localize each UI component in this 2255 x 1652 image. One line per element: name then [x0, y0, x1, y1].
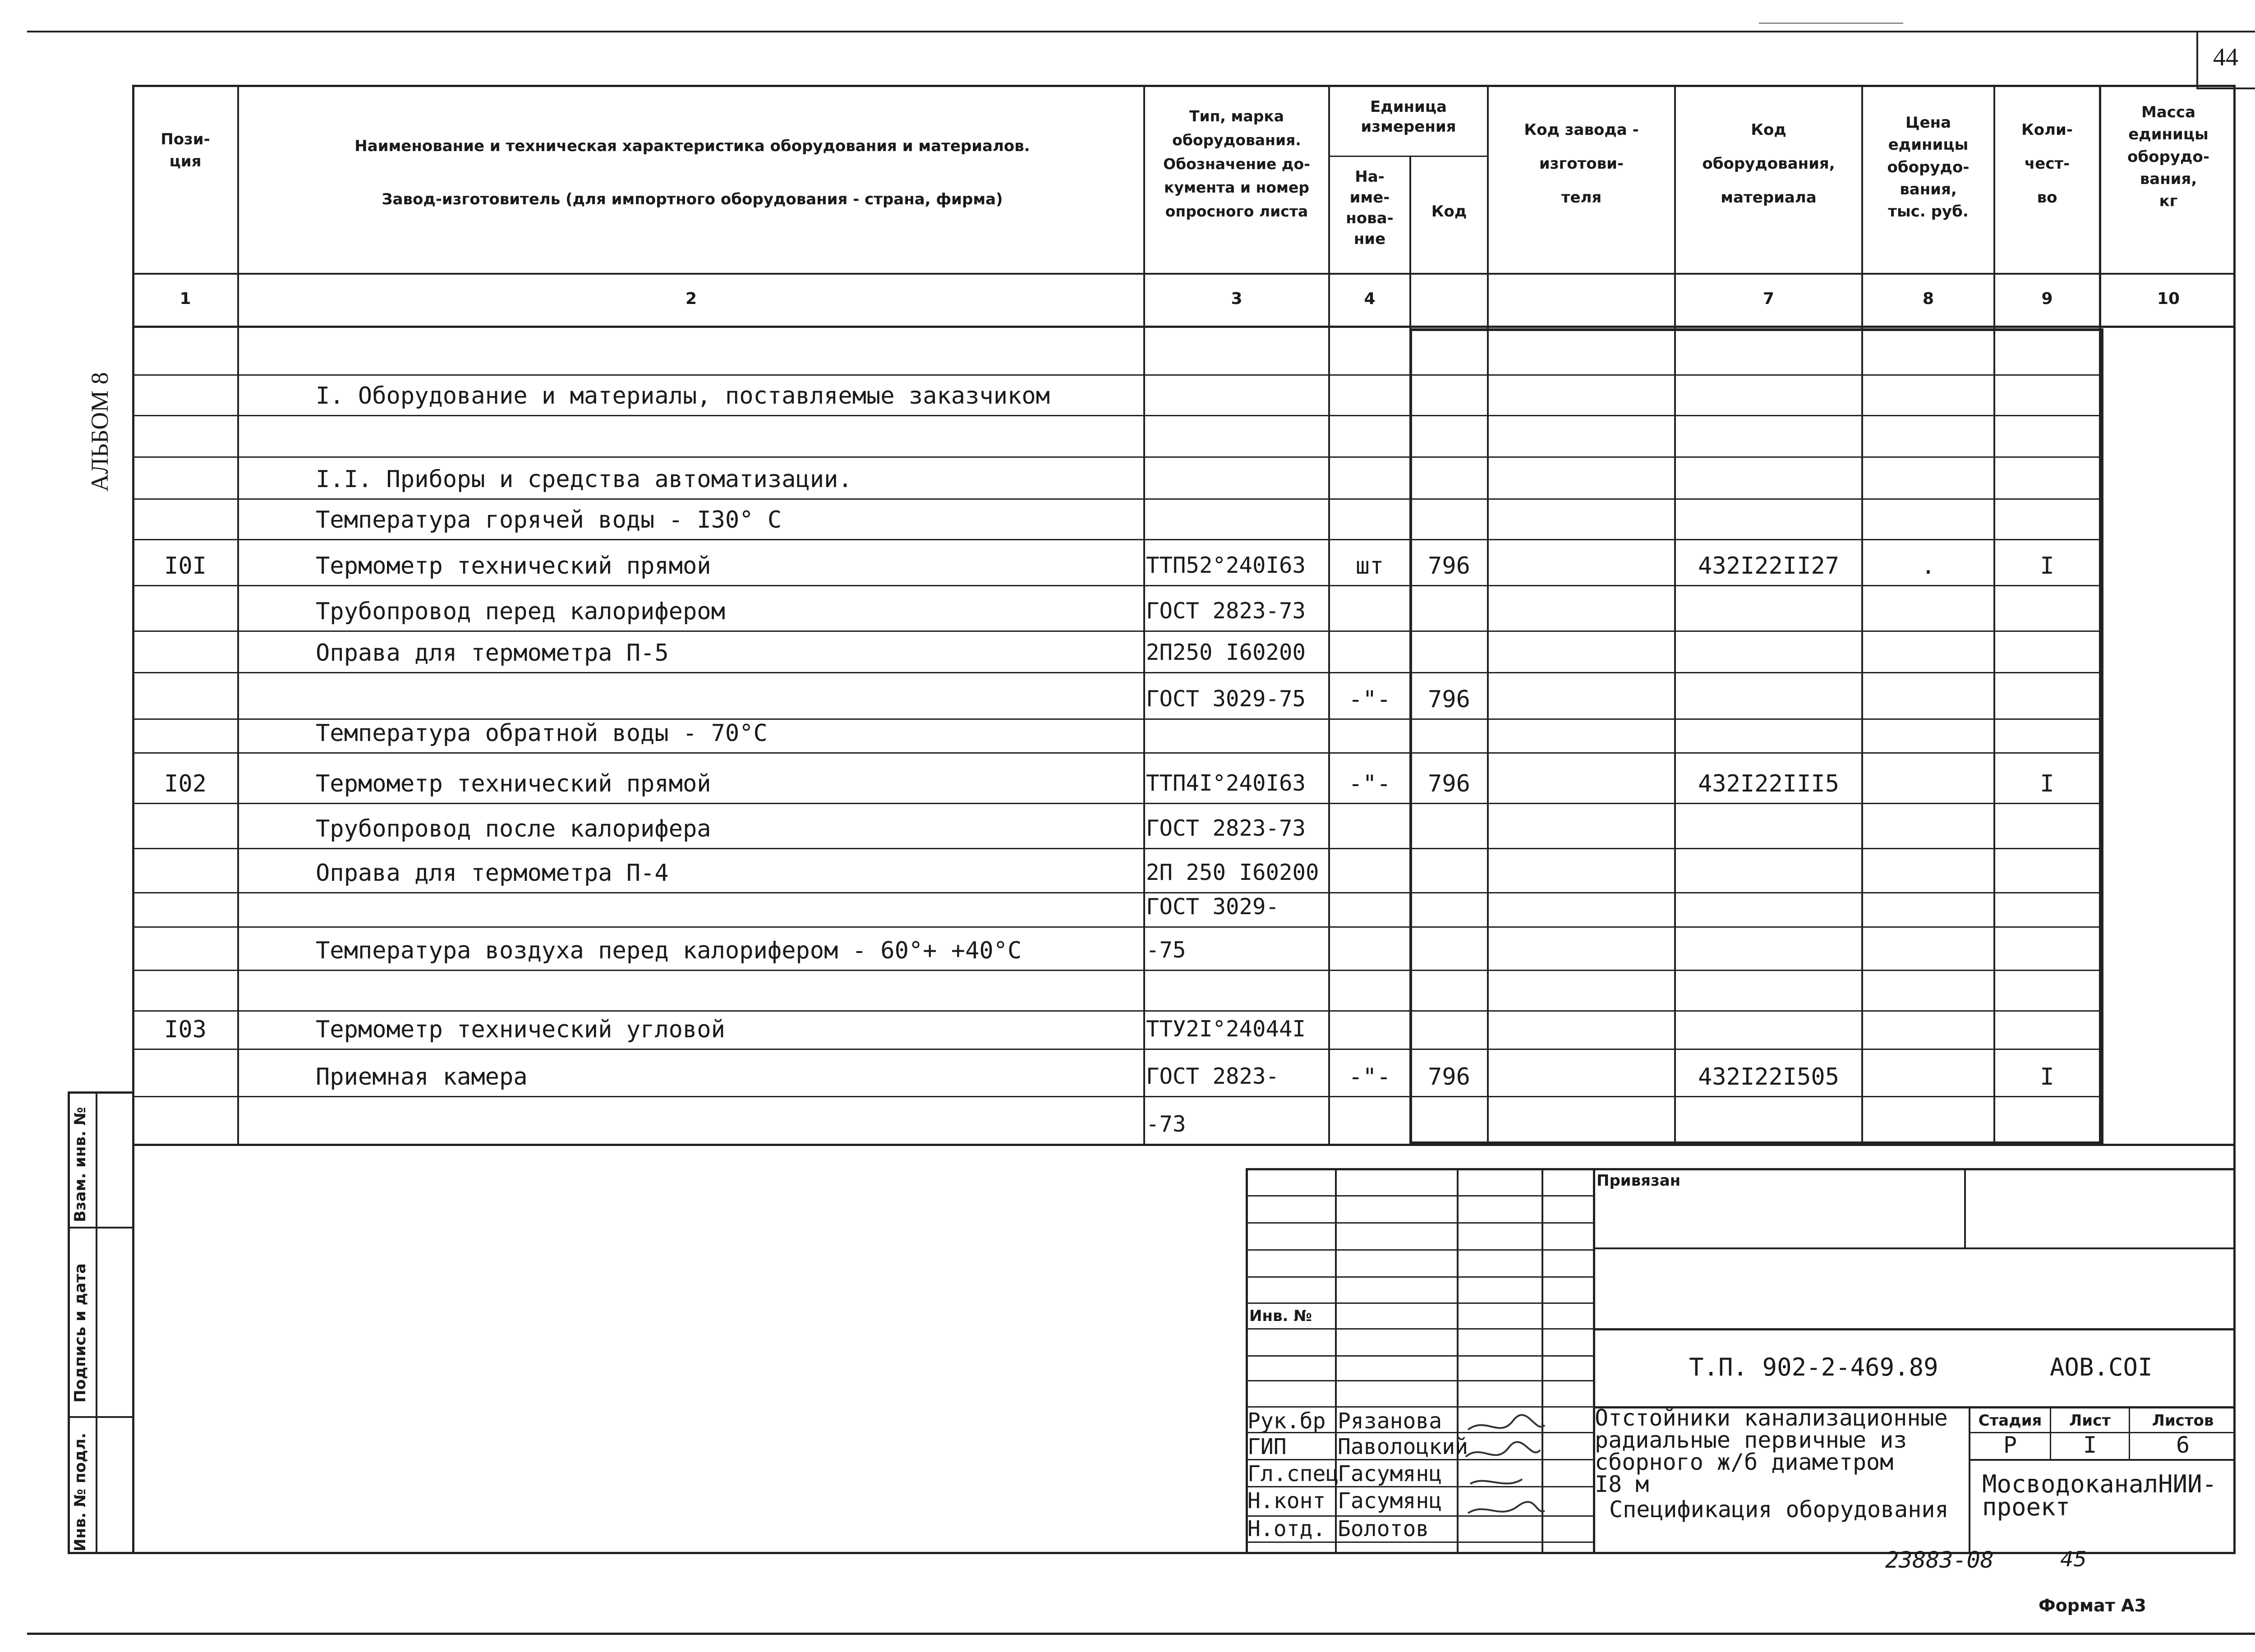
tb-role: Н.отд. — [1247, 1516, 1326, 1542]
tb-stage-label: Стадия — [1978, 1412, 2042, 1430]
bottom-border-line — [27, 1633, 2255, 1635]
cell-name: Трубопровод перед калорифером — [316, 598, 725, 625]
header-position: Пози- ция — [161, 130, 210, 171]
header-unit-code: Код — [1431, 202, 1467, 221]
sheet-number: 44 — [2213, 43, 2238, 71]
data-inner-box — [1409, 328, 2103, 1144]
table-row-line — [132, 539, 2103, 540]
tb-role: Н.конт — [1247, 1488, 1326, 1514]
table-row-line — [132, 926, 2103, 928]
header-type: Тип, марка оборудования. Обозначение до- кумента и номер опросного листа — [1163, 107, 1310, 221]
cell-pos: I02 — [164, 770, 207, 797]
table-row-line — [132, 848, 2103, 849]
header-unit-name: На- име- нова- ние — [1346, 168, 1394, 248]
cell-name: Температура обратной воды - 70°С — [316, 720, 768, 747]
tb-sheet-label: Лист — [2069, 1412, 2111, 1430]
cell-type: ГОСТ 2823- — [1146, 1063, 1279, 1089]
format-label: Формат А3 — [2039, 1596, 2146, 1615]
cell-code: 796 — [1428, 770, 1470, 797]
tb-role: Рук.бр — [1247, 1408, 1326, 1434]
side-stamp-podpis: Подпись и дата — [71, 1263, 89, 1403]
side-stamp-line-2 — [68, 1416, 132, 1418]
tb-inv-no-label: Инв. № — [1249, 1307, 1312, 1325]
cell-name: Термометр технический угловой — [316, 1016, 725, 1043]
tb-left-row-line — [1246, 1355, 1595, 1357]
cell-code: 796 — [1428, 686, 1470, 713]
cell-unit: -"- — [1348, 770, 1391, 797]
col-number-4: 4 — [1364, 290, 1376, 308]
cell-pos: I0I — [164, 552, 207, 580]
cell-type: ГОСТ 3029-75 — [1146, 686, 1306, 712]
col-line-1 — [237, 85, 239, 1146]
tb-left-row-line — [1246, 1302, 1595, 1304]
tb-doc-code: АОВ.СОI — [2050, 1353, 2153, 1381]
cell-equip-code: 432I22II27 — [1698, 552, 1840, 580]
cell-name: Температура горячей воды - I30° С — [316, 506, 782, 534]
tb-left-row-line — [1246, 1249, 1595, 1251]
album-label: АЛЬБОМ 8 — [86, 372, 113, 492]
cell-type: ГОСТ 3029- — [1146, 894, 1279, 920]
tb-role: Гл.спец — [1247, 1461, 1339, 1486]
table-row-line — [132, 630, 2103, 632]
tb-left-row-line — [1246, 1222, 1595, 1224]
side-stamp-inv-podl: Инв. № подл. — [71, 1432, 89, 1551]
top-border-line — [27, 31, 2255, 32]
cell-qty: I — [2040, 552, 2054, 580]
tb-name: Рязанова — [1338, 1408, 1442, 1434]
tb-left-row-line — [1246, 1406, 1595, 1408]
cell-type: ГОСТ 2823-73 — [1146, 815, 1306, 841]
cell-name: Оправа для термометра П-4 — [316, 860, 669, 887]
cell-pos: I03 — [164, 1016, 207, 1043]
table-row-line — [132, 752, 2103, 754]
tb-name: Гасумянц — [1338, 1461, 1442, 1486]
tb-privyazan-label: Привязан — [1597, 1172, 1681, 1190]
number-row-bottom-line — [132, 326, 2236, 328]
tb-spec-title: Спецификация оборудования — [1609, 1496, 1949, 1523]
side-stamp-divider — [96, 1091, 97, 1554]
cell-name: Трубопровод после калорифера — [316, 815, 711, 842]
tb-privyazan-bottom — [1593, 1247, 2236, 1249]
tb-organization: МосводоканалНИИ- проект — [1982, 1470, 2217, 1522]
cell-type: ТТП4I°240I63 — [1146, 770, 1306, 796]
tb-stage-value: Р — [2003, 1432, 2017, 1458]
cell-equip-code: 432I22I505 — [1698, 1063, 1840, 1091]
cell-unit: -"- — [1348, 1063, 1391, 1091]
data-bottom-line — [132, 1144, 2236, 1146]
cell-type: ГОСТ 2823-73 — [1146, 598, 1306, 624]
tb-left-row-line — [1246, 1328, 1595, 1330]
tb-left-row-line — [1246, 1276, 1595, 1278]
tb-left-row-line — [1246, 1380, 1595, 1381]
table-row-line — [132, 1049, 2103, 1050]
tb-description: Отстойники канализационные радиальные первичные из сборного ж/б диаметром I8 м — [1595, 1405, 1948, 1497]
cell-price: . — [1921, 552, 1936, 580]
cell-name: Термометр технический прямой — [316, 552, 711, 580]
col-number-1: 1 — [179, 290, 191, 308]
table-row-line — [132, 498, 2103, 500]
header-equipment-code: Код оборудования, материала — [1702, 121, 1835, 207]
header-mass: Масса единицы оборудо- вания, кг — [2127, 103, 2209, 211]
handwritten-number: 23883-08 — [1885, 1547, 1994, 1573]
cell-code: 796 — [1428, 552, 1470, 580]
header-unit-group: Единица измерения — [1361, 98, 1456, 136]
tb-doc-number: Т.П. 902-2-469.89 — [1689, 1353, 1938, 1381]
cell-name: Температура воздуха перед калорифером - 60°+ +40°С — [316, 937, 1022, 964]
tb-role: ГИП — [1247, 1434, 1287, 1459]
side-stamp-line-1 — [68, 1227, 132, 1229]
tb-v1 — [1335, 1168, 1337, 1554]
table-row-line — [132, 892, 2103, 893]
cell-type: -73 — [1146, 1111, 1186, 1137]
col-number-9: 9 — [2041, 290, 2053, 308]
table-row-line — [132, 970, 2103, 971]
cell-equip-code: 432I22III5 — [1698, 770, 1840, 797]
tb-name: Гасумянц — [1338, 1488, 1442, 1514]
handwritten-page: 45 — [2060, 1547, 2087, 1571]
tb-docnum-top — [1593, 1328, 2236, 1330]
table-row-line — [132, 415, 2103, 416]
cell-qty: I — [2040, 770, 2054, 797]
tb-sheets-label: Листов — [2152, 1412, 2214, 1430]
col-number-2: 2 — [685, 290, 697, 308]
tb-privyazan-divider — [1964, 1168, 1966, 1248]
table-row-line — [132, 374, 2103, 376]
tb-sheet-value: I — [2083, 1432, 2097, 1458]
table-row-line — [132, 1010, 2103, 1012]
tb-stage-row2 — [1969, 1459, 2236, 1461]
cell-name: Оправа для термометра П-5 — [316, 640, 669, 667]
col-number-10: 10 — [2157, 290, 2180, 308]
cell-name: Термометр технический прямой — [316, 770, 711, 797]
cell-type: 2П 250 I60200 — [1146, 860, 1319, 885]
tb-v2 — [1457, 1168, 1459, 1554]
cell-qty: I — [2040, 1063, 2054, 1091]
col-number-3: 3 — [1231, 290, 1243, 308]
cell-name: I. Оборудование и материалы, поставляемые заказчиком — [316, 382, 1050, 410]
cell-type: -75 — [1146, 937, 1186, 963]
col-line-2 — [1143, 85, 1145, 1146]
table-row-line — [132, 456, 2103, 458]
signature-strokes — [1459, 1412, 1549, 1556]
header-bottom-line — [132, 273, 2236, 275]
cell-unit: шт — [1355, 552, 1384, 580]
table-row-line — [132, 672, 2103, 673]
tb-sheets-value: 6 — [2176, 1432, 2190, 1458]
col-number-8: 8 — [1922, 290, 1934, 308]
header-quantity: Коли- чест- во — [2021, 121, 2073, 207]
cell-code: 796 — [1428, 1063, 1470, 1091]
table-row-line — [132, 803, 2103, 804]
header-name-line2: Завод-изготовитель (для импортного оборудования - страна, фирма) — [382, 190, 1003, 208]
top-scratch-line — [1759, 23, 1903, 24]
tb-name: Паволоцкий — [1338, 1434, 1468, 1459]
cell-name: I.I. Приборы и средства автоматизации. — [316, 466, 852, 493]
cell-type: ТТП52°240I63 — [1146, 552, 1306, 578]
table-row-line — [132, 1096, 2103, 1097]
header-factory-code: Код завода - изготови- теля — [1524, 121, 1639, 207]
tb-name: Болотов — [1338, 1516, 1429, 1542]
table-row-line — [132, 585, 2103, 586]
cell-name: Приемная камера — [316, 1063, 528, 1091]
cell-type: 2П250 I60200 — [1146, 640, 1306, 665]
header-price: Цена единицы оборудо- вания, тыс. руб. — [1887, 114, 1970, 221]
tb-left-row-line — [1246, 1195, 1595, 1196]
side-stamp-vzam: Взам. инв. № — [71, 1107, 89, 1222]
unit-group-line — [1328, 156, 1487, 157]
col-number-7: 7 — [1763, 290, 1775, 308]
cell-type: ТТУ2I°24044I — [1146, 1016, 1306, 1042]
cell-unit: -"- — [1348, 686, 1391, 713]
header-name-line1: Наименование и техническая характеристика оборудования и материалов. — [354, 137, 1030, 155]
